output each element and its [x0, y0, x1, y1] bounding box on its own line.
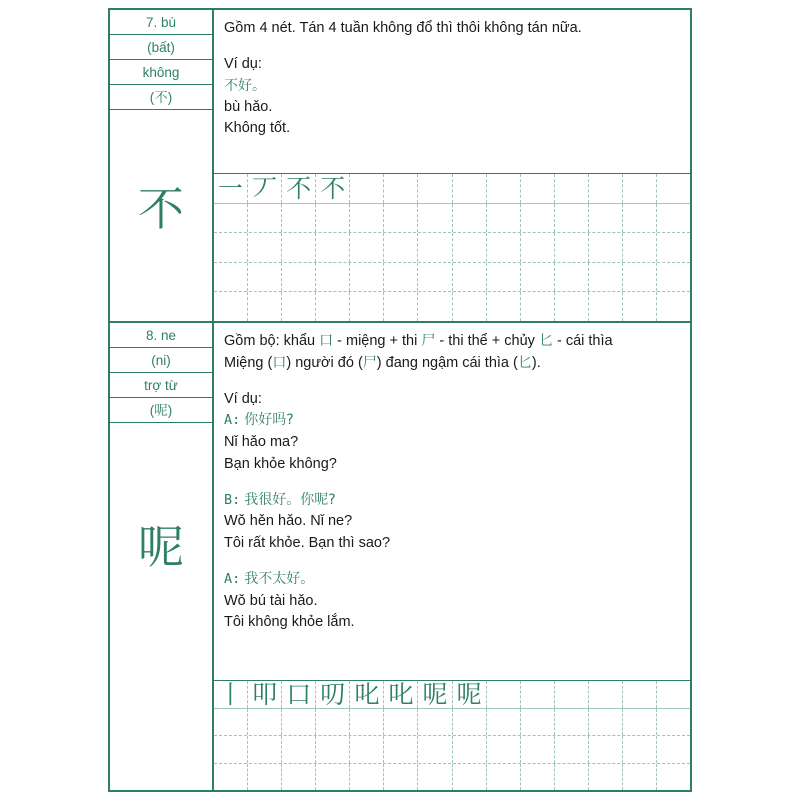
empty-cell — [350, 736, 384, 763]
empty-cell — [384, 263, 418, 292]
empty-cell — [657, 263, 690, 292]
empty-cell — [418, 174, 452, 203]
empty-cell — [214, 736, 248, 763]
empty-cell — [418, 292, 452, 321]
empty-cell — [555, 174, 589, 203]
empty-cell — [487, 233, 521, 262]
empty-cell — [316, 204, 350, 233]
empty-cell — [282, 204, 316, 233]
empty-cell — [487, 709, 521, 736]
practice-grid-row — [214, 736, 690, 764]
dialog-translation: Tôi không khỏe lắm. — [224, 614, 355, 631]
entry-content-column — [214, 10, 690, 321]
empty-cell — [282, 263, 316, 292]
empty-cell — [248, 204, 282, 233]
empty-cell — [521, 709, 555, 736]
empty-cell — [521, 233, 555, 262]
empty-cell — [418, 263, 452, 292]
empty-cell — [316, 292, 350, 321]
empty-cell — [453, 736, 487, 763]
empty-cell — [521, 764, 555, 791]
composition-text: - miệng + thi — [333, 333, 422, 349]
empty-cell — [521, 204, 555, 233]
empty-cell — [453, 174, 487, 203]
empty-cell — [350, 263, 384, 292]
dialog-pinyin: Wǒ hěn hǎo. Nǐ ne? — [224, 513, 353, 530]
entry-content-column — [214, 323, 690, 790]
dialog-chinese: 我很好。你呢? — [244, 491, 336, 508]
practice-grid-row — [214, 204, 690, 234]
empty-cell — [657, 764, 690, 791]
empty-cell — [282, 709, 316, 736]
mnemonic-text: ) người đó ( — [286, 354, 363, 371]
empty-cell — [555, 764, 589, 791]
empty-cell — [384, 709, 418, 736]
empty-cell — [521, 681, 555, 708]
dialog-line-a1 — [224, 410, 680, 432]
speaker-label: A: — [224, 412, 241, 429]
empty-cell — [589, 681, 623, 708]
entry-vietnamese-reading: (bất) — [110, 35, 212, 60]
entry-character-large: 不 — [138, 181, 184, 236]
empty-cell — [657, 174, 690, 203]
empty-cell — [453, 764, 487, 791]
radical-kou: 口 — [272, 354, 287, 371]
mnemonic-text: ) đang ngậm cái thìa ( — [376, 354, 518, 371]
empty-cell — [623, 263, 657, 292]
empty-cell — [555, 263, 589, 292]
empty-cell — [657, 292, 690, 321]
practice-grid — [214, 173, 690, 321]
stroke-cell: 口 — [282, 681, 316, 708]
empty-cell — [623, 681, 657, 708]
empty-cell — [589, 736, 623, 763]
empty-cell — [214, 709, 248, 736]
radical-bi: 匕 — [538, 333, 553, 349]
empty-cell — [453, 204, 487, 233]
composition-text: Gồm bộ: khẩu — [224, 333, 320, 349]
empty-cell — [418, 204, 452, 233]
empty-cell — [487, 292, 521, 321]
entry-character-large: 呢 — [138, 519, 184, 574]
entry-info-column — [110, 323, 214, 790]
empty-cell — [214, 292, 248, 321]
empty-cell — [248, 263, 282, 292]
empty-cell — [384, 764, 418, 791]
example-label: Ví dụ: — [224, 390, 262, 407]
empty-cell — [589, 292, 623, 321]
empty-cell — [623, 764, 657, 791]
example-label: Ví dụ: — [224, 55, 262, 72]
practice-grid-row — [214, 174, 690, 204]
empty-cell — [214, 233, 248, 262]
empty-cell — [589, 709, 623, 736]
entry-description — [214, 323, 690, 680]
empty-cell — [282, 233, 316, 262]
empty-cell — [589, 764, 623, 791]
entry-vietnamese-reading: (ni) — [110, 348, 212, 373]
spacer — [224, 375, 680, 389]
empty-cell — [555, 681, 589, 708]
empty-cell — [350, 174, 384, 203]
empty-cell — [657, 681, 690, 708]
empty-cell — [350, 709, 384, 736]
empty-cell — [555, 233, 589, 262]
empty-cell — [623, 292, 657, 321]
empty-cell — [282, 736, 316, 763]
empty-cell — [623, 709, 657, 736]
stroke-cell: 不 — [316, 174, 350, 203]
entry-info-column — [110, 10, 214, 321]
empty-cell — [589, 204, 623, 233]
composition-text: - cái thìa — [552, 333, 613, 349]
empty-cell — [282, 764, 316, 791]
practice-grid-row — [214, 292, 690, 321]
empty-cell — [589, 233, 623, 262]
entry-description — [214, 10, 690, 173]
empty-cell — [487, 764, 521, 791]
empty-cell — [384, 233, 418, 262]
radical-bi: 匕 — [517, 354, 532, 371]
empty-cell — [521, 736, 555, 763]
empty-cell — [384, 174, 418, 203]
empty-cell — [657, 736, 690, 763]
character-entry — [110, 323, 690, 790]
empty-cell — [418, 764, 452, 791]
empty-cell — [384, 736, 418, 763]
empty-cell — [487, 736, 521, 763]
composition-text: - thi thể + chủy — [435, 333, 539, 349]
empty-cell — [214, 263, 248, 292]
description-line: Gồm 4 nét. Tán 4 tuần không đổ thì thôi không tán nữa. — [224, 20, 582, 36]
stroke-cell: 丨 — [214, 681, 248, 708]
empty-cell — [521, 292, 555, 321]
empty-cell — [657, 709, 690, 736]
empty-cell — [350, 233, 384, 262]
empty-cell — [589, 263, 623, 292]
empty-cell — [453, 292, 487, 321]
dialog-chinese: 我不太好。 — [244, 570, 315, 587]
composition-line-2 — [224, 353, 680, 375]
stroke-cell: 叱 — [384, 681, 418, 708]
spacer — [224, 555, 680, 569]
stroke-cell: 一 — [214, 174, 248, 203]
example-chinese: 不好。 — [224, 77, 266, 94]
empty-cell — [453, 263, 487, 292]
dialog-chinese: 你好吗? — [244, 412, 294, 429]
dialog-line-b1 — [224, 490, 680, 512]
spacer — [224, 476, 680, 490]
stroke-cell: 丆 — [248, 174, 282, 203]
dialog-translation: Bạn khỏe không? — [224, 455, 337, 472]
empty-cell — [316, 764, 350, 791]
mnemonic-text: ). — [531, 354, 541, 371]
empty-cell — [350, 292, 384, 321]
entry-meaning: trợ từ — [110, 373, 212, 398]
radical-shi: 尸 — [362, 354, 377, 371]
empty-cell — [350, 764, 384, 791]
radical-shi: 尸 — [421, 333, 436, 349]
empty-cell — [487, 174, 521, 203]
stroke-cell: 叩 — [248, 681, 282, 708]
empty-cell — [248, 709, 282, 736]
empty-cell — [316, 709, 350, 736]
practice-grid-row — [214, 233, 690, 263]
empty-cell — [487, 681, 521, 708]
stroke-cell: 叨 — [316, 681, 350, 708]
empty-cell — [282, 292, 316, 321]
practice-grid-row — [214, 263, 690, 293]
dialog-pinyin: Wǒ bú tài hǎo. — [224, 592, 318, 609]
spacer — [224, 40, 680, 54]
dialog-translation: Tôi rất khỏe. Bạn thì sao? — [224, 535, 391, 551]
empty-cell — [214, 764, 248, 791]
empty-cell — [384, 292, 418, 321]
empty-cell — [589, 174, 623, 203]
empty-cell — [214, 204, 248, 233]
dialog-line-a2 — [224, 569, 680, 591]
empty-cell — [418, 709, 452, 736]
empty-cell — [521, 174, 555, 203]
empty-cell — [248, 764, 282, 791]
empty-cell — [453, 709, 487, 736]
speaker-label: B: — [224, 491, 241, 508]
worksheet-page — [108, 8, 692, 792]
example-pinyin: bù hǎo. — [224, 98, 273, 115]
empty-cell — [350, 204, 384, 233]
entry-character-paren: (呢) — [110, 398, 212, 423]
stroke-cell: 叱 — [350, 681, 384, 708]
empty-cell — [623, 174, 657, 203]
empty-cell — [248, 233, 282, 262]
empty-cell — [487, 263, 521, 292]
stroke-cell: 呢 — [418, 681, 452, 708]
entry-character-paren: (不) — [110, 85, 212, 110]
character-entry — [110, 10, 690, 323]
empty-cell — [623, 736, 657, 763]
empty-cell — [657, 204, 690, 233]
mnemonic-text: Miệng ( — [224, 354, 273, 371]
empty-cell — [623, 204, 657, 233]
practice-grid-row — [214, 764, 690, 791]
entry-meaning: không — [110, 60, 212, 85]
empty-cell — [555, 736, 589, 763]
empty-cell — [384, 204, 418, 233]
practice-grid — [214, 680, 690, 790]
empty-cell — [453, 233, 487, 262]
empty-cell — [623, 233, 657, 262]
practice-grid-row — [214, 681, 690, 709]
empty-cell — [657, 233, 690, 262]
speaker-label: A: — [224, 570, 241, 587]
empty-cell — [248, 736, 282, 763]
empty-cell — [248, 292, 282, 321]
empty-cell — [418, 233, 452, 262]
entry-number-pinyin: 8. ne — [110, 323, 212, 348]
radical-kou: 口 — [319, 333, 334, 349]
empty-cell — [555, 204, 589, 233]
empty-cell — [316, 736, 350, 763]
entry-number-pinyin: 7. bù — [110, 10, 212, 35]
stroke-cell: 不 — [282, 174, 316, 203]
example-translation: Không tốt. — [224, 120, 291, 137]
dialog-pinyin: Nǐ hǎo ma? — [224, 434, 299, 450]
empty-cell — [555, 709, 589, 736]
empty-cell — [316, 263, 350, 292]
empty-cell — [487, 204, 521, 233]
empty-cell — [418, 736, 452, 763]
empty-cell — [555, 292, 589, 321]
stroke-cell: 呢 — [453, 681, 487, 708]
composition-line-1 — [224, 331, 680, 353]
empty-cell — [316, 233, 350, 262]
practice-grid-row — [214, 709, 690, 737]
empty-cell — [521, 263, 555, 292]
